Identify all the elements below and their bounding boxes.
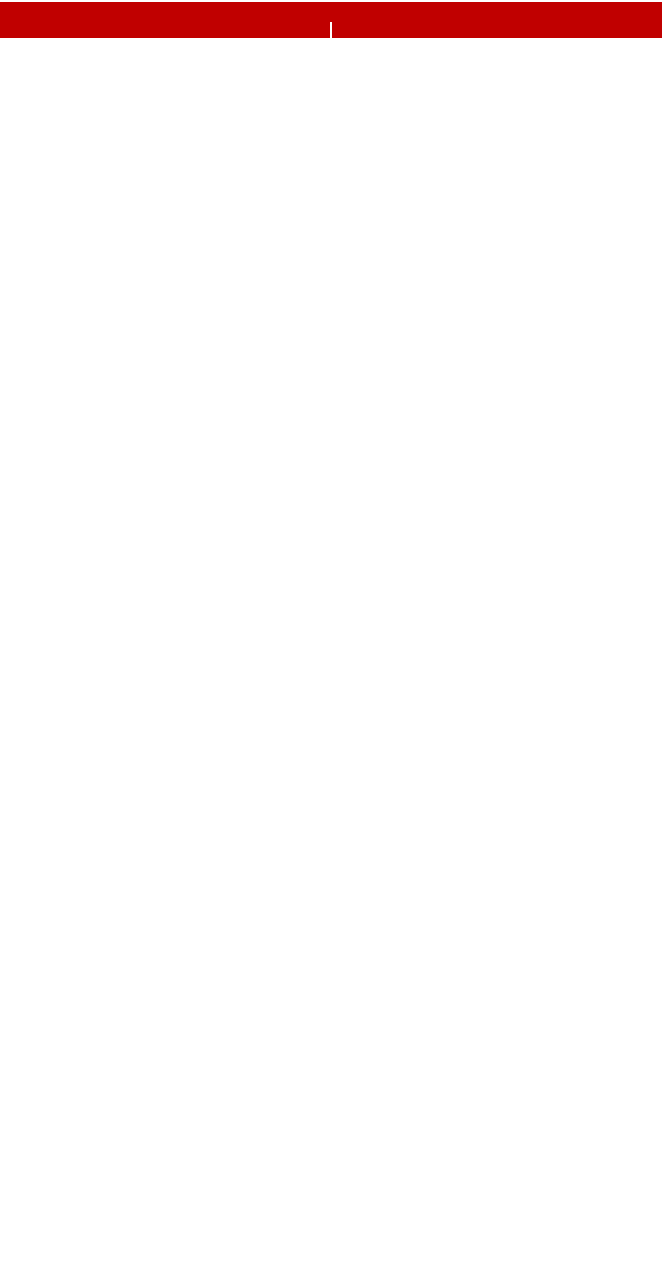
- team-right-header: [332, 22, 662, 38]
- team-left-header: [0, 22, 330, 38]
- page-title: [0, 2, 662, 22]
